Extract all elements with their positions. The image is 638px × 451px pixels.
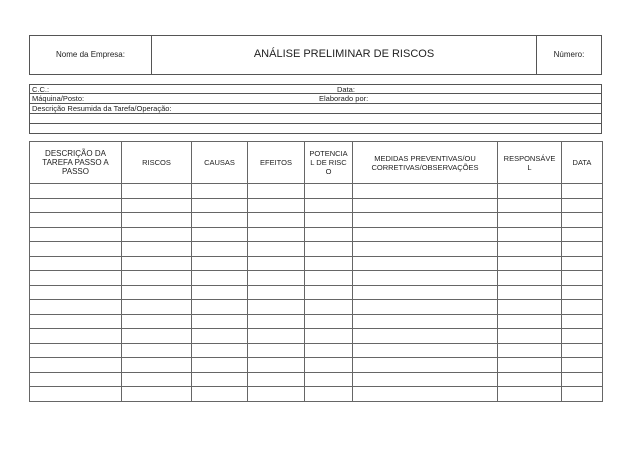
table-cell[interactable] [122,329,192,344]
table-cell[interactable] [305,285,353,300]
table-row [30,329,603,344]
col-header-description: DESCRIÇÃO DA TAREFA PASSO A PASSO [30,142,122,184]
table-cell[interactable] [498,285,562,300]
col-header-risk-potential: POTENCIAL DE RISCO [305,142,353,184]
table-row [30,285,603,300]
table-cell[interactable] [192,285,248,300]
table-cell[interactable] [498,213,562,228]
table-cell[interactable] [562,271,603,286]
table-body [30,184,603,402]
table-cell[interactable] [353,213,498,228]
table-cell[interactable] [122,387,192,402]
table-cell[interactable] [192,213,248,228]
header-box [29,35,602,75]
table-cell[interactable] [562,343,603,358]
table-cell[interactable] [498,358,562,373]
date-label: Data: [337,85,355,94]
table-cell[interactable] [192,300,248,315]
table-cell[interactable] [353,387,498,402]
table-cell[interactable] [122,198,192,213]
table-cell[interactable] [498,387,562,402]
table-cell[interactable] [30,256,122,271]
machine-label: Máquina/Posto: [32,94,85,103]
table-row [30,213,603,228]
table-cell[interactable] [353,256,498,271]
table-cell[interactable] [305,198,353,213]
table-cell[interactable] [248,213,305,228]
table-cell[interactable] [562,198,603,213]
table-row [30,300,603,315]
table-cell[interactable] [353,242,498,257]
table-cell[interactable] [498,198,562,213]
table-cell[interactable] [353,198,498,213]
table-header-row [30,142,603,184]
table-cell[interactable] [305,227,353,242]
col-header-risks: RISCOS [122,142,192,184]
table-cell[interactable] [305,256,353,271]
table-cell[interactable] [305,271,353,286]
table-cell[interactable] [192,184,248,199]
table-cell[interactable] [562,285,603,300]
table-cell[interactable] [122,242,192,257]
table-row [30,242,603,257]
table-cell[interactable] [248,242,305,257]
table-cell[interactable] [192,256,248,271]
table-cell[interactable] [122,343,192,358]
table-cell[interactable] [353,271,498,286]
table-cell[interactable] [192,358,248,373]
table-cell[interactable] [562,372,603,387]
table-cell[interactable] [30,242,122,257]
table-cell[interactable] [192,329,248,344]
table-cell[interactable] [248,184,305,199]
table-cell[interactable] [562,242,603,257]
table-cell[interactable] [305,314,353,329]
table-cell[interactable] [248,343,305,358]
table-cell[interactable] [192,314,248,329]
table-cell[interactable] [30,343,122,358]
table-cell[interactable] [122,372,192,387]
table-cell[interactable] [248,198,305,213]
table-cell[interactable] [122,314,192,329]
table-cell[interactable] [353,358,498,373]
table-row [30,358,603,373]
table-cell[interactable] [353,372,498,387]
table-cell[interactable] [248,271,305,286]
table-cell[interactable] [122,227,192,242]
table-cell[interactable] [30,271,122,286]
table-cell[interactable] [30,213,122,228]
table-cell[interactable] [248,314,305,329]
table-row [30,387,603,402]
company-label: Nome da Empresa: [30,36,152,74]
table-cell[interactable] [353,227,498,242]
table-cell[interactable] [498,242,562,257]
info-row-machine [30,94,601,104]
table-cell[interactable] [122,184,192,199]
table-cell[interactable] [30,227,122,242]
number-label: Número: [553,50,585,59]
col-header-responsible: RESPONSÁVEL [498,142,562,184]
table-cell[interactable] [192,271,248,286]
table-cell[interactable] [498,343,562,358]
table-cell[interactable] [192,343,248,358]
table-cell[interactable] [122,271,192,286]
table-cell[interactable] [562,358,603,373]
table-cell[interactable] [498,271,562,286]
table-cell[interactable] [353,184,498,199]
table-cell[interactable] [562,227,603,242]
table-row [30,256,603,271]
table-cell[interactable] [248,227,305,242]
col-header-effects: EFEITOS [248,142,305,184]
table-cell[interactable] [498,227,562,242]
table-cell[interactable] [248,300,305,315]
table-cell[interactable] [353,329,498,344]
info-row-blank-2 [30,124,601,133]
col-header-causes: CAUSAS [192,142,248,184]
table-cell[interactable] [305,329,353,344]
table-row [30,314,603,329]
table-cell[interactable] [562,213,603,228]
table-cell[interactable] [305,242,353,257]
table-cell[interactable] [30,198,122,213]
table-cell[interactable] [122,213,192,228]
table-cell[interactable] [248,387,305,402]
table-cell[interactable] [305,213,353,228]
table-cell[interactable] [30,329,122,344]
col-header-measures: MEDIDAS PREVENTIVAS/OU CORRETIVAS/OBSERVAÇÕES [353,142,498,184]
table-cell[interactable] [353,300,498,315]
table-cell[interactable] [305,372,353,387]
table-cell[interactable] [498,256,562,271]
description-label: Descrição Resumida da Tarefa/Operação: [32,104,172,113]
table-row [30,198,603,213]
cc-label: C.C.: [32,85,50,94]
info-row-cc [30,85,601,94]
table-cell[interactable] [498,314,562,329]
info-row-description [30,104,601,114]
table-cell[interactable] [192,198,248,213]
table-cell[interactable] [30,387,122,402]
table-cell[interactable] [192,387,248,402]
table-cell[interactable] [562,184,603,199]
table-cell[interactable] [30,358,122,373]
table-row [30,343,603,358]
table-cell[interactable] [498,184,562,199]
table-cell[interactable] [248,285,305,300]
col-header-date: DATA [562,142,603,184]
table-cell[interactable] [192,372,248,387]
table-row [30,227,603,242]
table-cell[interactable] [248,372,305,387]
table-cell[interactable] [248,256,305,271]
table-cell[interactable] [122,300,192,315]
table-cell[interactable] [248,358,305,373]
table-cell[interactable] [305,358,353,373]
document-title: ANÁLISE PRELIMINAR DE RISCOS [152,36,537,74]
risk-table [29,141,603,402]
table-cell[interactable] [353,343,498,358]
table-cell[interactable] [305,300,353,315]
table-cell[interactable] [305,387,353,402]
table-cell[interactable] [305,343,353,358]
table-cell[interactable] [498,300,562,315]
table-row [30,372,603,387]
info-box [29,84,602,134]
table-cell[interactable] [562,256,603,271]
table-row [30,271,603,286]
table-cell[interactable] [30,300,122,315]
table-cell[interactable] [30,285,122,300]
table-cell[interactable] [30,184,122,199]
table-cell[interactable] [30,314,122,329]
table-cell[interactable] [353,285,498,300]
table-cell[interactable] [498,329,562,344]
table-cell[interactable] [122,285,192,300]
table-cell[interactable] [498,372,562,387]
table-cell[interactable] [562,300,603,315]
table-cell[interactable] [248,329,305,344]
table-cell[interactable] [353,314,498,329]
table-cell[interactable] [562,387,603,402]
table-cell[interactable] [562,329,603,344]
table-row [30,184,603,199]
table-cell[interactable] [30,372,122,387]
table-cell[interactable] [122,358,192,373]
table-cell[interactable] [305,184,353,199]
table-cell[interactable] [192,227,248,242]
elaborated-label: Elaborado por: [319,94,369,103]
table-cell[interactable] [192,242,248,257]
table-cell[interactable] [562,314,603,329]
info-row-blank-1 [30,114,601,124]
table-cell[interactable] [122,256,192,271]
